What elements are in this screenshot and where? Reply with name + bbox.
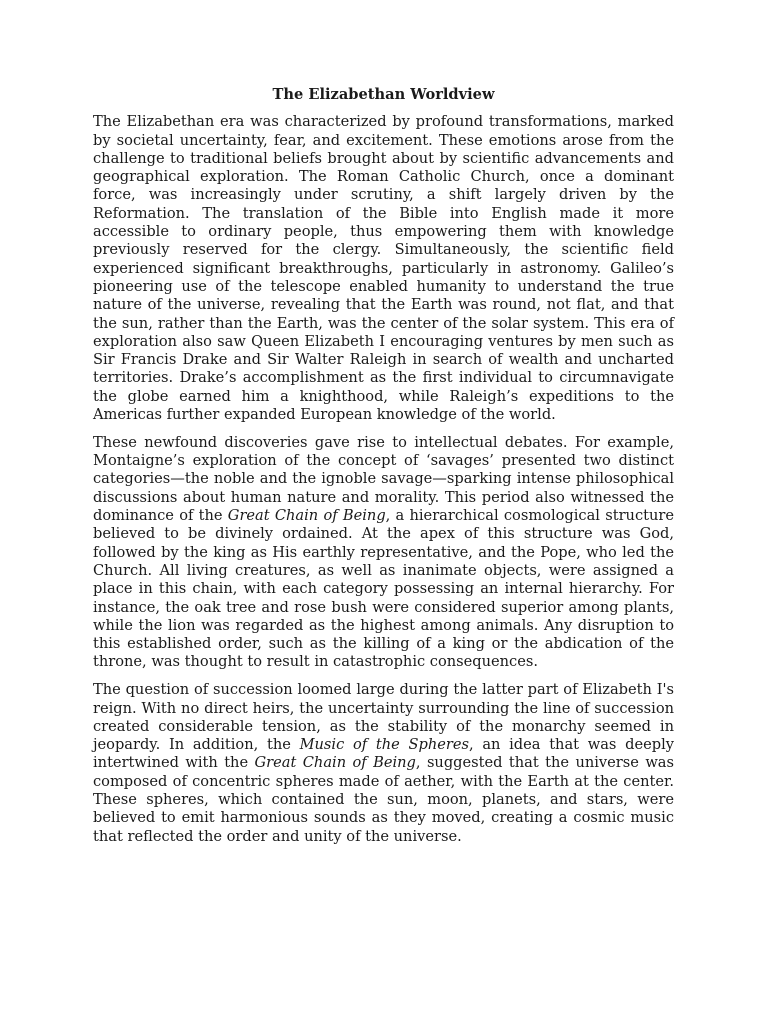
document-title: The Elizabethan Worldview [272, 86, 495, 103]
italic-term-music-of-the-spheres: Music of the Spheres [299, 736, 469, 754]
document-page [93, 86, 674, 855]
paragraph-text: , suggested that the universe was composed of concentric spheres made of aether, with the Earth at the center. These spheres, which contained the sun, moon, planets, and stars, were believed to emit harmonious sounds as they moved, creating a cosmic music that reflected the order and unity of the universe. [93, 754, 675, 845]
italic-term-great-chain-of-being: Great Chain of Being [254, 754, 416, 772]
paragraph-text: , a hierarchical cosmological structure believed to be divinely ordained. At the apex of this structure was God, followed by the king as His earthly representative, and the Pope, who led the Church. All living creatures, as well as inanimate objects, were assigned a place in this chain, with each category possessing an internal hierarchy. For instance, the oak tree and rose bush were considered superior among plants, while the lion was regarded as the highest among animals. Any disruption to this established order, such as the killing of a king or the abdication of the throne, was thought to result in catastrophic consequences. [93, 507, 674, 671]
paragraph-2 [93, 434, 674, 672]
paragraph-3 [93, 681, 674, 846]
paragraph-text: The Elizabethan era was characterized by profound transformations, marked by societal uncertainty, fear, and excitement. These emotions arose from the challenge to traditional beliefs brought about by scientific advancements and geographical exploration. The Roman Catholic Church, once a dominant force, was increasingly under scrutiny, a shift largely driven by the Reformation. The translation of the Bible into English made it more accessible to ordinary people, thus empowering them with knowledge previously reserved for the clergy. Simultaneously, the scientific field experienced significant breakthroughs, particularly in astronomy. Galileo’s pioneering use of the telescope enabled humanity to understand the true nature of the universe, revealing that the Earth was round, not flat, and that the sun, rather than the Earth, was the center of the solar system. This era of exploration also saw Queen Elizabeth I encouraging ventures by men such as Sir Francis Drake and Sir Walter Raleigh in search of wealth and uncharted territories. Drake’s accomplishment as the first individual to circumnavigate the globe earned him a knighthood, while Raleigh’s expeditions to the Americas further expanded European knowledge of the world. [93, 113, 674, 424]
paragraph-text: , an idea that was deeply intertwined with the [93, 736, 674, 772]
italic-term-great-chain-of-being: Great Chain of Being [227, 507, 386, 525]
paragraph-text: The question of succession loomed large during the latter part of Elizabeth I's reign. With no direct heirs, the uncertainty surrounding the line of succession created considerable tension, as the stability of the monarchy seemed in jeopardy. In addition, the [93, 681, 674, 754]
paragraph-1 [93, 113, 674, 424]
paragraph-text: These newfound discoveries gave rise to intellectual debates. For example, Montaigne’s exploration of the concept of ‘savages’ presented two distinct categories—the noble and the ignoble savage—sparking intense philosophical discussions about human nature and morality. This period also witnessed the dominance of the [93, 433, 674, 525]
